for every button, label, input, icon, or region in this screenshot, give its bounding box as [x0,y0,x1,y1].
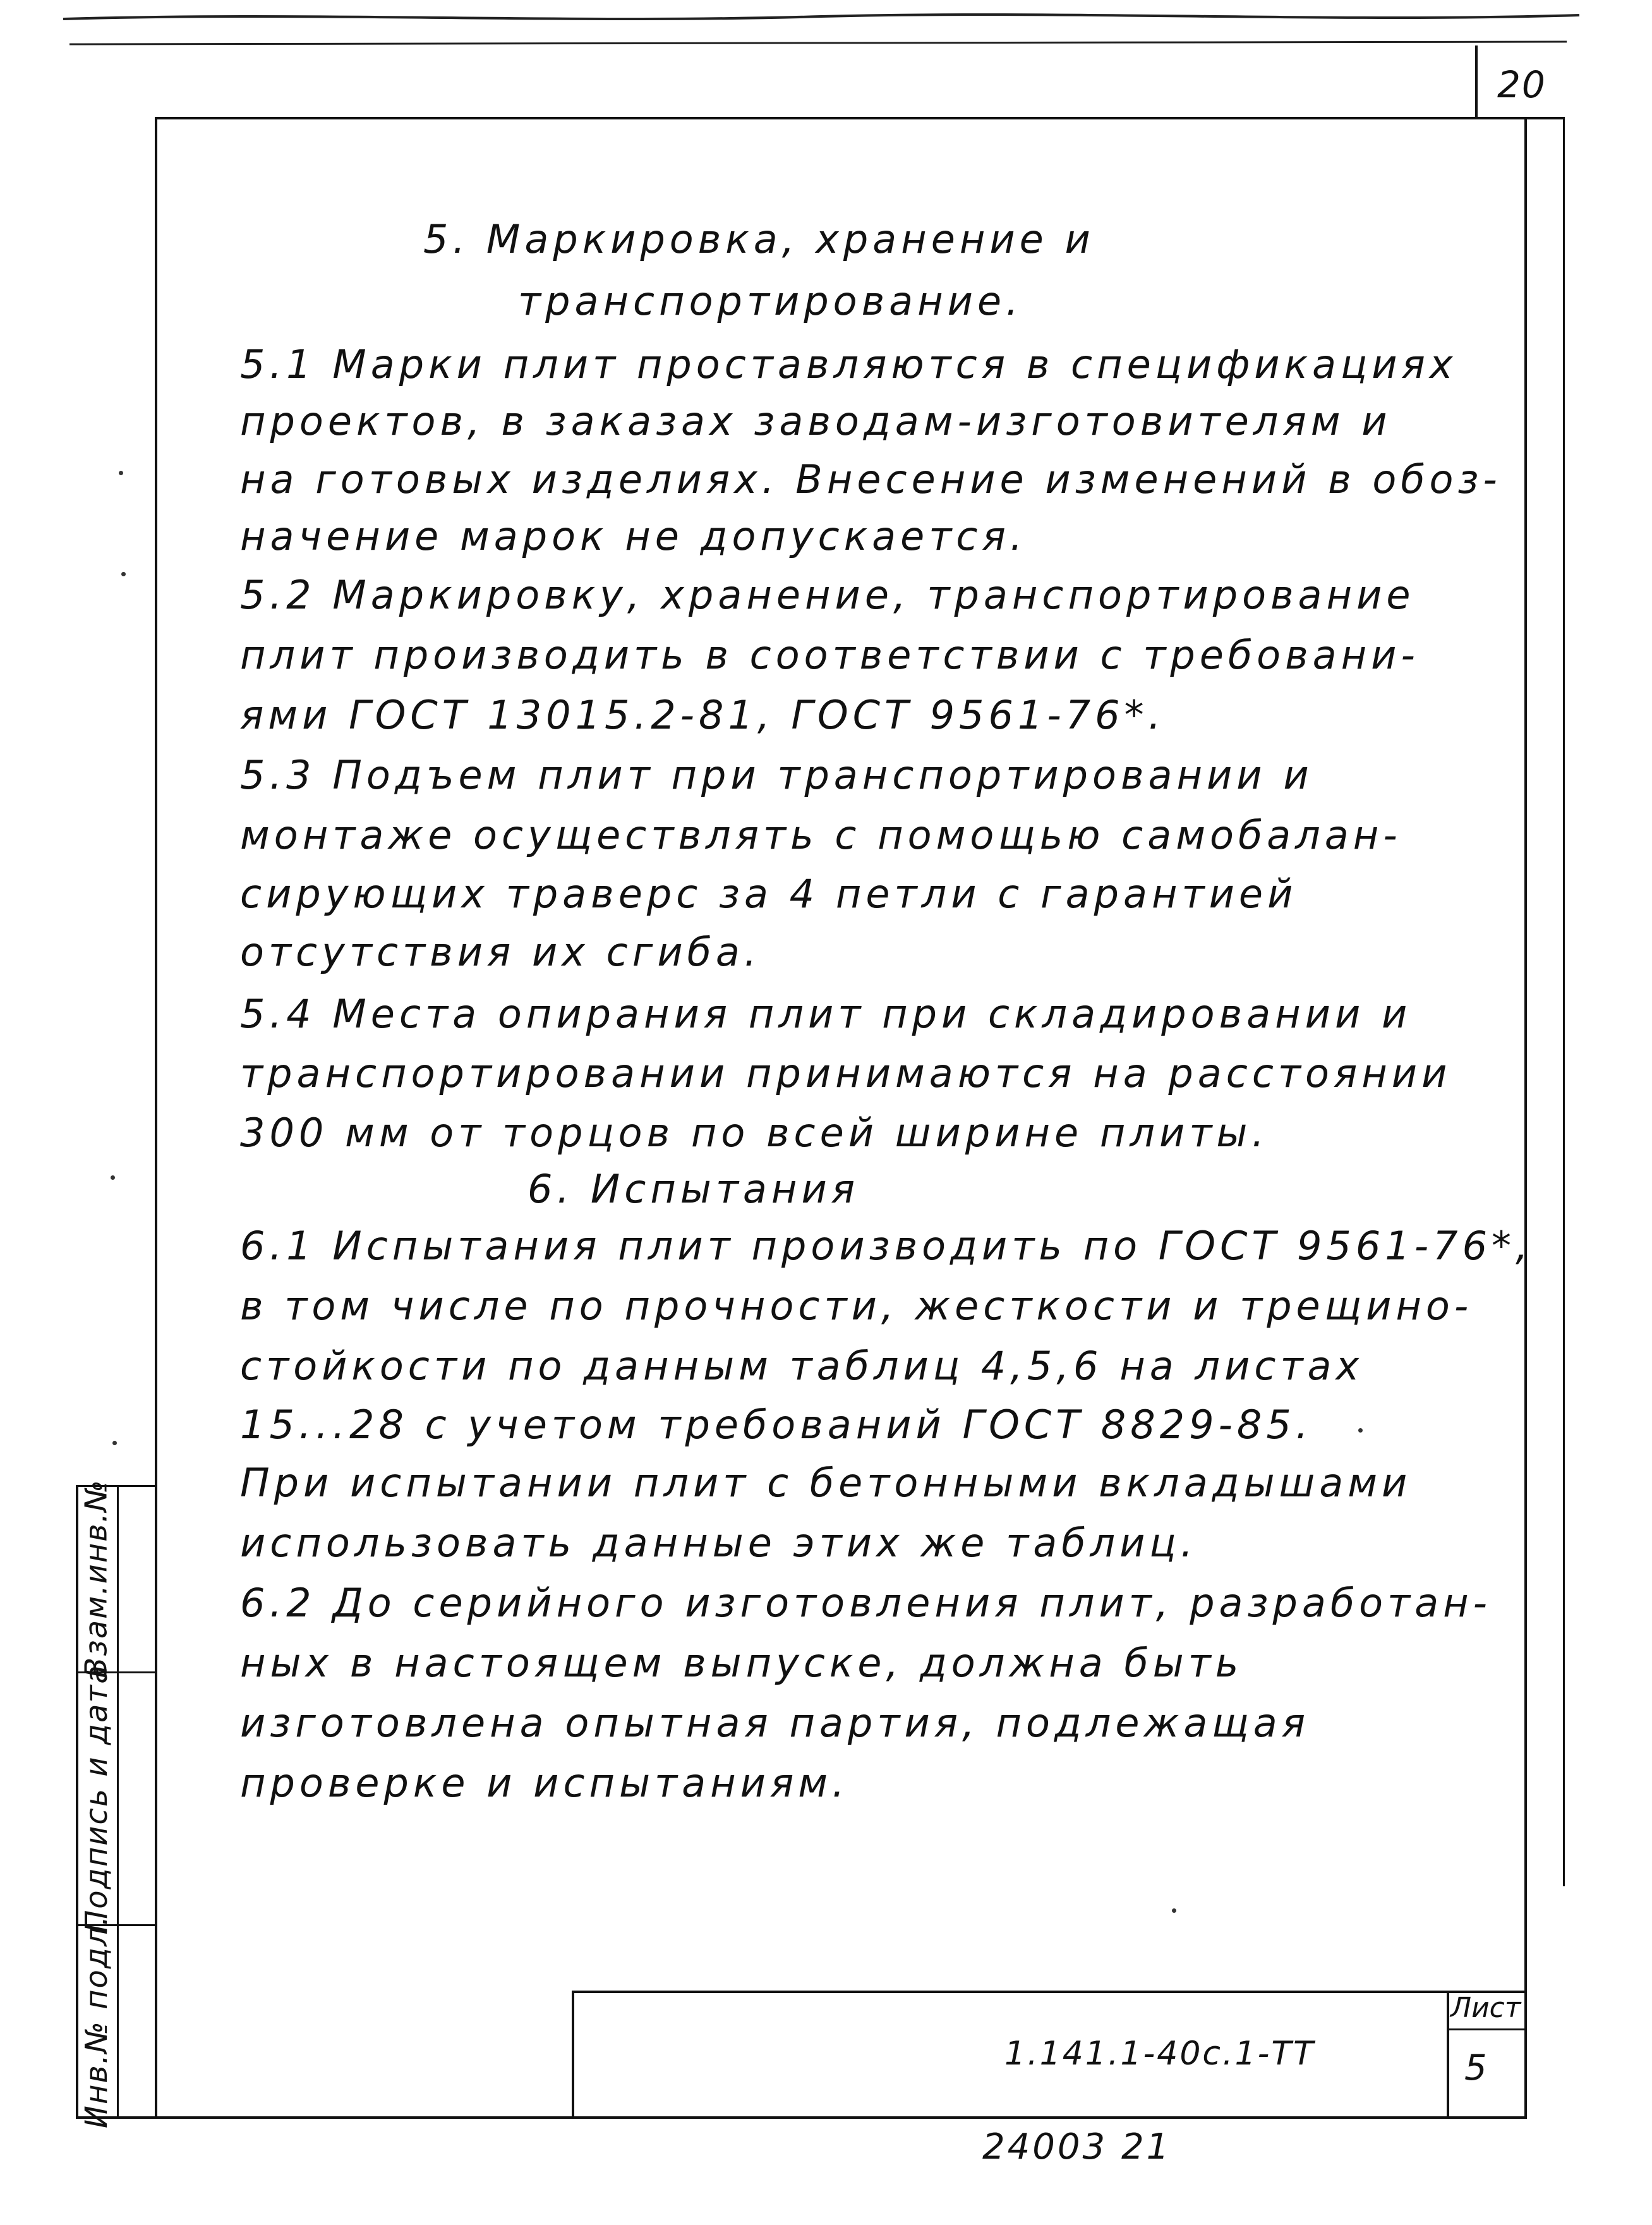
stamp-cell-inv [77,1914,116,2128]
stamp-label-inv: Инв.№ подл. [79,1914,115,2128]
scan-speck [121,572,126,576]
body-line: ями ГОСТ 13015.2-81, ГОСТ 9561-76*. [240,692,1166,738]
body-line: начение марок не допускается. [240,513,1027,559]
sheet-number: 5 [1464,2047,1492,2089]
body-line: ных в настоящем выпуске, должна быть [240,1640,1243,1686]
body-line: плит производить в соответствии с требовани- [240,632,1420,678]
frame-bottom [76,2116,1527,2119]
stamp-cell-vzam [77,1479,116,1678]
title-block-left [572,1991,574,2119]
scan-speck [1358,1428,1363,1433]
sheet-box-divider [1447,2028,1527,2030]
body-line: 5.3 Подъем плит при транспортировании и [240,752,1313,798]
section-5-heading-line2: транспортирование. [518,278,1023,324]
page-number-box-left [1475,45,1478,118]
stamp-label-podpis: Подпись и дата [79,1663,114,1933]
body-line: изготовлена опытная партия, подлежащая [240,1700,1310,1746]
body-line: 5.1 Марки плит проставляются в спецификациях [240,341,1457,387]
body-line: на готовых изделиях. Внесение изменений в обоз- [240,456,1502,502]
footer-number: 24003 21 [982,2126,1172,2167]
section-5-heading-line1: 5. Маркировка, хранение и [423,216,1095,262]
sheet-label: Лист [1450,1992,1521,2024]
stamp-inner-left [117,1485,119,2119]
body-line: 6.1 Испытания плит производить по ГОСТ 9561-76*, [240,1223,1533,1269]
scan-speck [111,1175,115,1180]
scan-speck [1172,1908,1176,1913]
frame-top [155,117,1564,119]
body-line: отсутствия их сгиба. [240,929,761,975]
frame-left [155,117,157,2119]
frame-right-outer [1563,117,1565,1886]
body-line: 15...28 с учетом требований ГОСТ 8829-85. [240,1402,1313,1448]
title-block-top [572,1991,1527,1993]
body-line: сирующих траверс за 4 петли с гарантией [240,871,1298,917]
stamp-label-vzam: Взам.инв.№ [79,1479,115,1678]
scan-speck [112,1441,117,1445]
body-line: проверке и испытаниям. [240,1760,849,1806]
body-line: 5.4 Места опирания плит при складировании и [240,991,1412,1037]
sheet-box-left [1447,1991,1449,2119]
page-number: 20 [1497,63,1546,106]
body-line: 6.2 До серийного изготовления плит, разработан- [240,1580,1492,1626]
body-line: 5.2 Маркировку, хранение, транспортирование [240,572,1415,618]
top-edge-line [0,0,1652,51]
document-code: 1.141.1-40с.1-ТТ [1004,2035,1315,2073]
body-line: стойкости по данным таблиц 4,5,6 на листах [240,1343,1364,1389]
body-line: использовать данные этих же таблиц. [240,1520,1198,1566]
body-line: в том числе по прочности, жесткости и трещино- [240,1283,1473,1329]
body-line: проектов, в заказах заводам-изготовителям и [240,398,1392,444]
body-line: 300 мм от торцов по всей ширине плиты. [240,1110,1269,1156]
section-6-heading: 6. Испытания [528,1166,860,1212]
body-line: При испытании плит с бетонными вкладышами [240,1460,1412,1506]
frame-right [1524,117,1527,2119]
stamp-cell-podpis [77,1663,116,1933]
body-line: транспортировании принимаются на расстоянии [240,1050,1452,1096]
body-line: монтаже осуществлять с помощью самобалан- [240,812,1402,858]
scan-speck [119,471,123,475]
